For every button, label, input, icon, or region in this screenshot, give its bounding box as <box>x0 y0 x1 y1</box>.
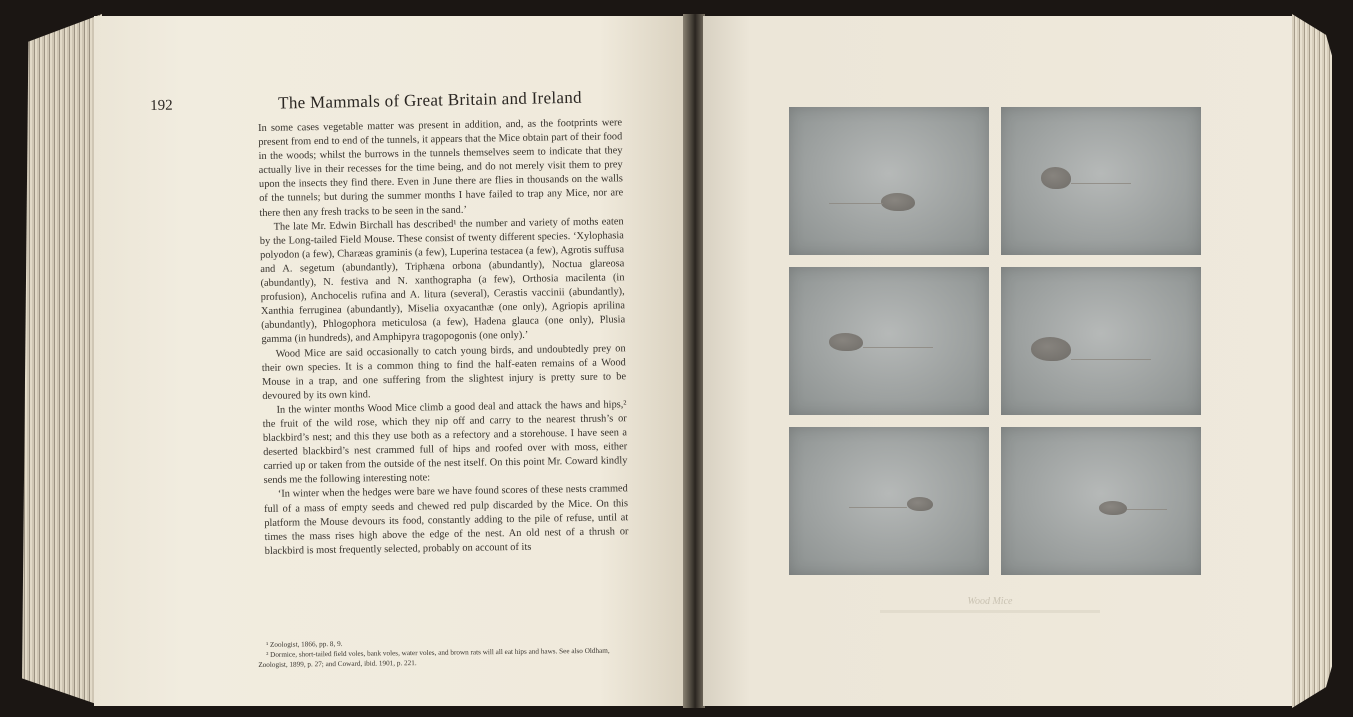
plate-photo-4 <box>1001 267 1201 415</box>
plate-photo-2 <box>1001 107 1201 255</box>
photo-plate-grid <box>789 107 1203 575</box>
paragraph-2: The late Mr. Edwin Birchall has described¹ the number and variety of moths eaten by the Long-tailed Field Mouse. These consist of twenty different species. ‘Xylophasia polyodon (a few), Charæas graminis (a few), Luperina testacea (a few), Agrotis suffusa and A. segetum (abundantly), Triphæna orbona (abundantly), Noctua glareosa (abundantly), N. festiva and N. xanthographa (a few), Orthosia macilenta (in profusion), Anchocelis rufina and A. litura (several), Cerastis vaccinii (abundantly), Xanthia ferruginea (abundantly), Miselia oxyacanthæ (one only), Agriopis aprilina (abundantly), Phlogophora meticulosa (a few), Hadena glauca (one only), Plusia gamma (in hundreds), and Amphipyra tragopogonis (one only).’ <box>259 215 626 346</box>
footnotes <box>258 636 638 670</box>
running-title: The Mammals of Great Britain and Ireland <box>277 87 583 113</box>
page-number: 192 <box>150 97 173 114</box>
left-page-edges <box>22 14 102 706</box>
plate-photo-5 <box>789 427 989 575</box>
plate-photo-6 <box>1001 427 1201 575</box>
right-page-edges <box>1292 14 1332 708</box>
caption-subline <box>880 610 1100 613</box>
footnote-1: ¹ Zoologist, 1866, pp. 8, 9. <box>265 639 343 649</box>
paragraph-1: In some cases vegetable matter was present in addition, and, as the footprints were present from end to end of the tunnels, it appears that the Mice obtain part of their food in the woods; whilst the burrows in the tunnels themselves seem to indicate that they actually live in their recesses for the time being, and do not merely visit them to prey upon the insects they find there. Even in June there are flies in thousands on the walls of the tunnels; but during the summer months I have failed to trap any Mice, nor are there then any fresh tracks to be seen in the sand.’ <box>258 117 624 219</box>
paragraph-4: In the winter months Wood Mice climb a good deal and attack the haws and hips,² the fruit of the wild rose, which they nip off and carry to the nearest thrush’s or blackbird’s nest; and this they use both as a refectory and a storehouse. I have seen a deserted blackbird’s nest crammed full of hips and roofed over with moss, either carried up or taken from the outside of the nest itself. On this point Mr. Coward kindly sends me the following interesting note: <box>262 399 628 487</box>
paragraph-5: ‘In winter when the hedges were bare we have found scores of these nests crammed full of a mass of empty seeds and chewed red pulp discarded by the Mice. On this platform the Mouse devours its food, constantly adding to the pile of refuse, until at times the mass rises high above the edge of the nest. An old nest of a thrush or blackbird is most frequently selected, probably on account of its <box>263 483 629 557</box>
plate-photo-1 <box>789 107 989 255</box>
plate-caption: Wood Mice <box>967 596 1013 607</box>
paragraph-3: Wood Mice are said occasionally to catch young birds, and undoubtedly prey on their own species. It is a common thing to find the half-eaten remains of a Wood Mouse in a trap, and one suffering from the slightest injury is pretty sure to be devoured by its own kind. <box>261 342 627 402</box>
body-text <box>258 116 629 559</box>
footnote-2: ² Dormice, short-tailed field voles, bank voles, water voles, and brown rats will all eat hips and haws. See also Oldham, Zoologist, 1899, p. 27; and Coward, ibid. 1901, p. 221. <box>258 646 610 669</box>
plate-photo-3 <box>789 267 989 415</box>
book-gutter <box>683 14 705 708</box>
